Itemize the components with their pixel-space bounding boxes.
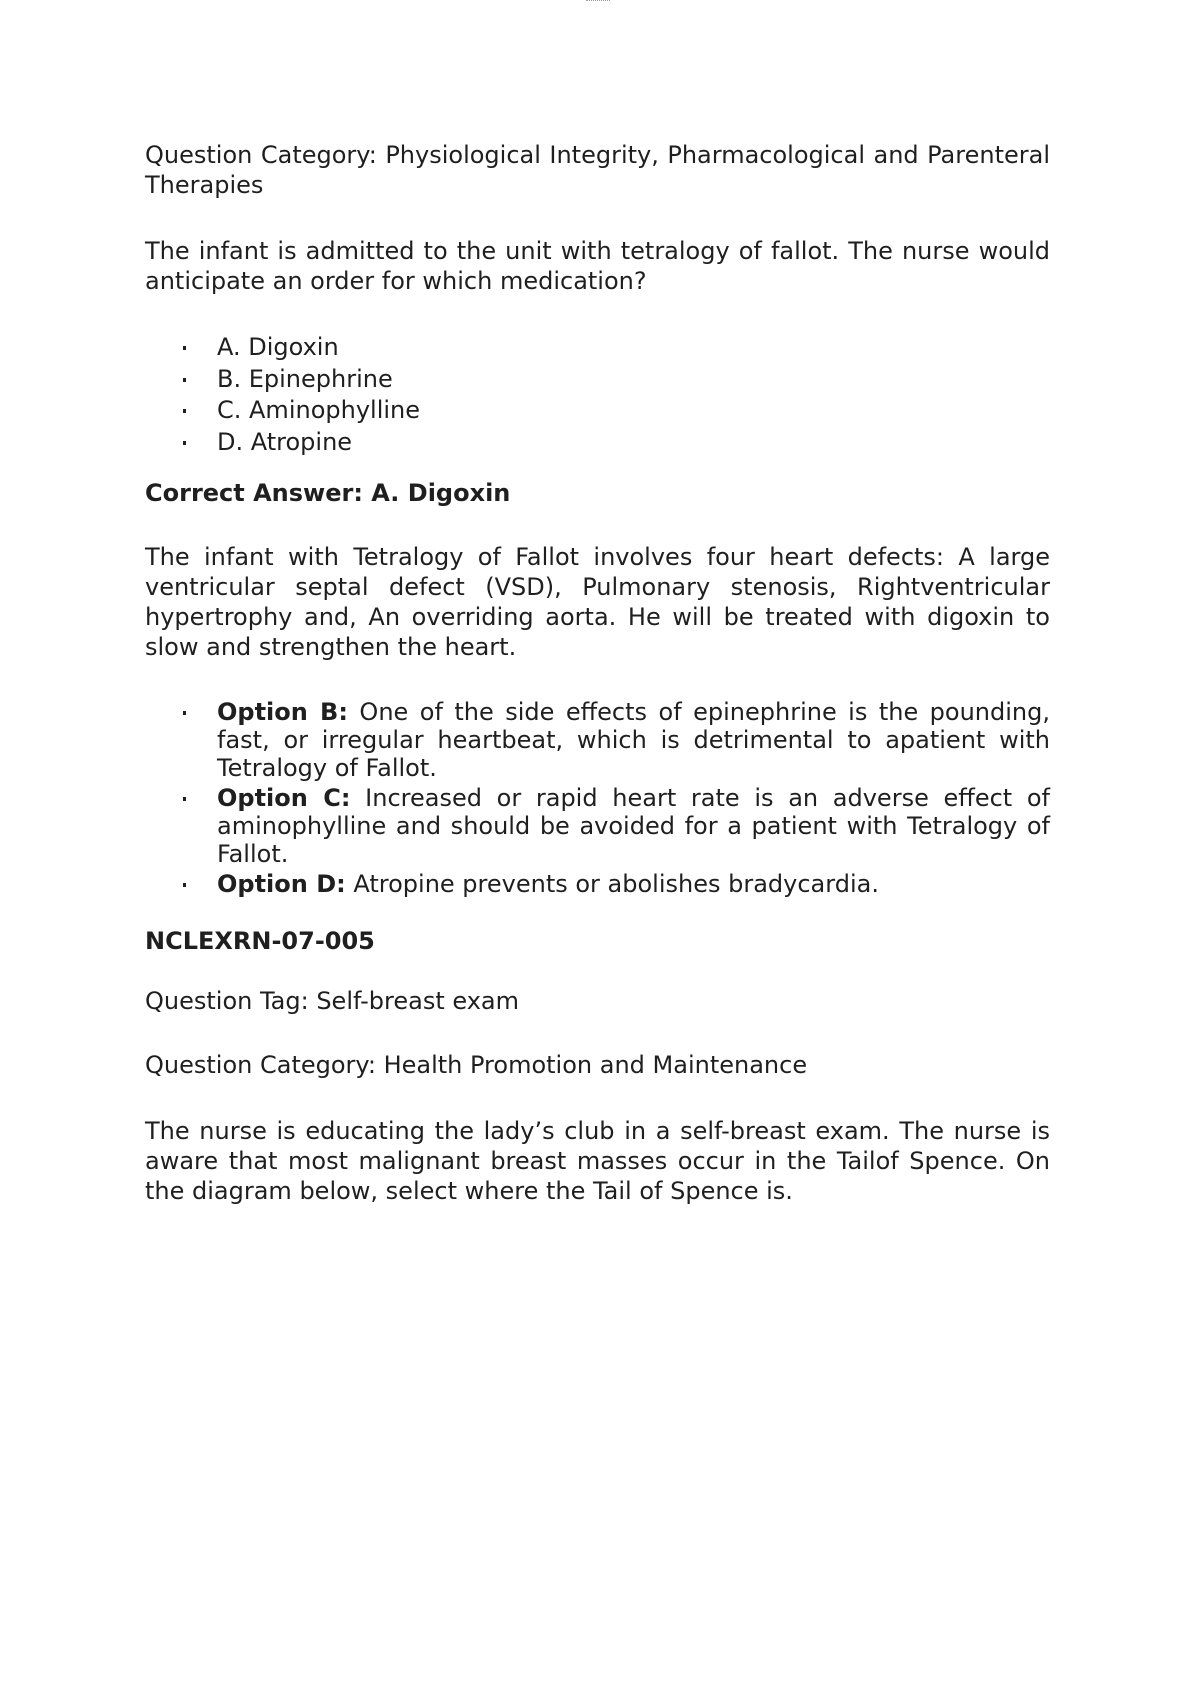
rationale-label: Option B: — [217, 698, 348, 726]
question-category: Question Category: Health Promotion and Maintenance — [145, 1051, 808, 1079]
rationale-option-d — [217, 870, 1050, 898]
rationale-text: Atropine prevents or abolishes bradycardia. — [345, 870, 879, 898]
document-page — [145, 140, 1050, 1206]
question-id: NCLEXRN-07-005 — [145, 927, 375, 955]
answer-option-d: D. Atropine — [217, 427, 1050, 459]
page-header-mark — [586, 0, 610, 3]
question-category: Question Category: Physiological Integrity, Pharmacological and Parenteral Therapies — [145, 141, 1050, 199]
rationale-label: Option D: — [217, 870, 346, 898]
answer-option-b: B. Epinephrine — [217, 364, 1050, 396]
rationale-text: One of the side effects of epinephrine is the pounding, fast, or irregular heartbeat, which is detrimental to apatient with Tetralogy of Fallot. — [217, 698, 1050, 782]
question-stem: The infant is admitted to the unit with tetralogy of fallot. The nurse would anticipate an order for which medication? — [145, 237, 1050, 295]
answer-options-list — [145, 332, 1050, 458]
answer-option-c: C. Aminophylline — [217, 395, 1050, 427]
rationale-option-b — [217, 698, 1050, 782]
rationale-label: Option C: — [217, 784, 351, 812]
rationale-option-c — [217, 784, 1050, 868]
correct-answer: Correct Answer: A. Digoxin — [145, 479, 511, 507]
question-stem: The nurse is educating the lady’s club in a self-breast exam. The nurse is aware that most malignant breast masses occur in the Tailof Spence. On the diagram below, select where the Tail of Spence is. — [145, 1117, 1050, 1205]
rationale-list — [145, 698, 1050, 898]
question-tag: Question Tag: Self-breast exam — [145, 987, 520, 1015]
answer-explanation: The infant with Tetralogy of Fallot involves four heart defects: A large ventricular septal defect (VSD), Pulmonary stenosis, Rightventricular hypertrophy and, An overriding aorta. He will be treated with digoxin to slow and strengthen the heart. — [145, 543, 1050, 661]
rationale-text: Increased or rapid heart rate is an adverse effect of aminophylline and should be avoided for a patient with Tetralogy of Fallot. — [217, 784, 1050, 868]
answer-option-a: A. Digoxin — [217, 332, 1050, 364]
